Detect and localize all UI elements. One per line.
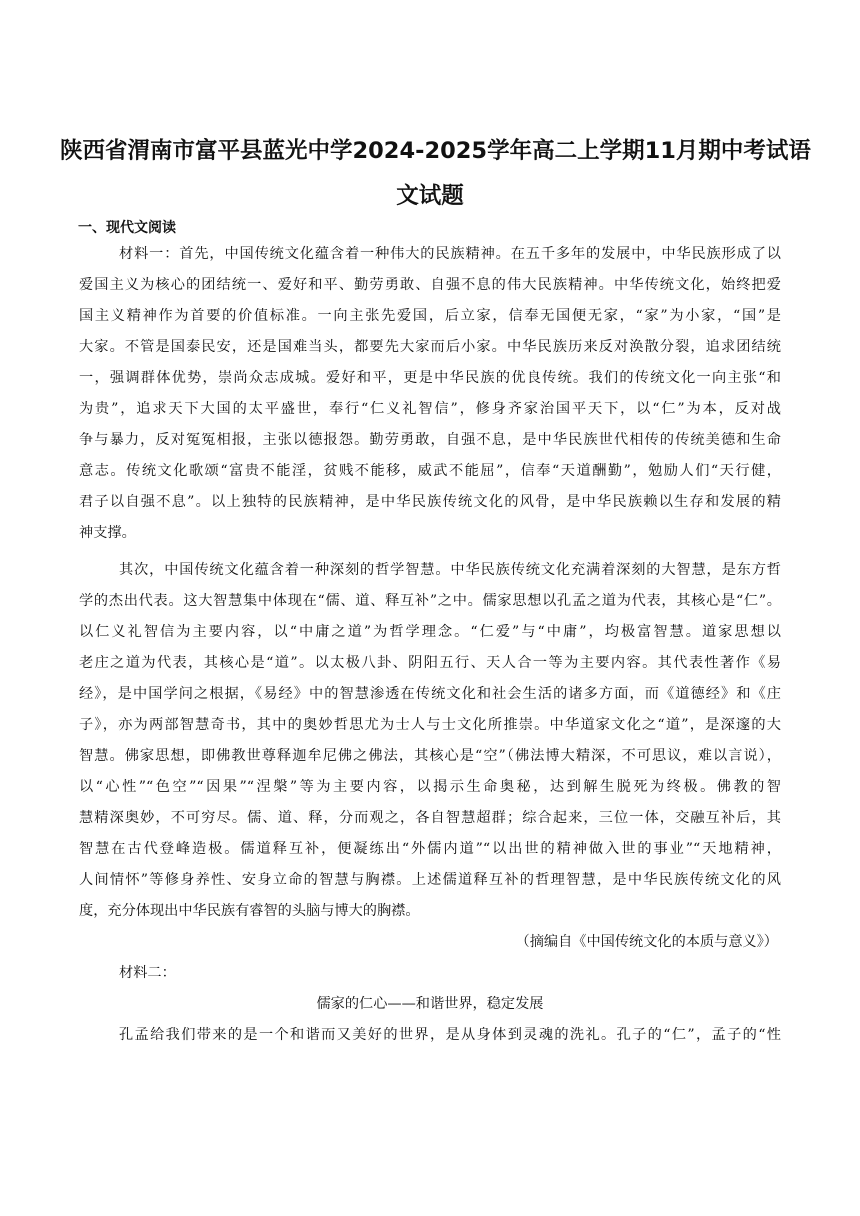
material-2-subtitle: 儒家的仁心——和谐世界，稳定发展 bbox=[316, 996, 544, 1012]
document-title-line-2: 文试题 bbox=[396, 183, 464, 209]
paragraph-line: 意志。传统文化歌颂“富贵不能淫，贫贱不能移，威武不能屈”，信奉“天道酬勤”，勉励人们“天行健， bbox=[79, 463, 781, 479]
paragraph-line: 神支撑。 bbox=[79, 525, 136, 541]
paragraph-line: 度，充分体现出中华民族有睿智的头脑与博大的胸襟。 bbox=[79, 903, 420, 919]
paragraph-line: 慧精深奥妙，不可穷尽。儒、道、释，分而观之，各自智慧超群；综合起来，三位一体，交融互补后，其 bbox=[79, 810, 781, 826]
paragraph-line: 子》，亦为两部智慧奇书，其中的奥妙哲思尤为士人与士文化所推崇。中华道家文化之“道”，是深邃的大 bbox=[79, 717, 781, 733]
paragraph-line: 智慧。佛家思想，即佛教世尊释迦牟尼佛之佛法，其核心是“空”（佛法博大精深，不可思议，难以言说）， bbox=[79, 748, 781, 764]
paragraph-line: 老庄之道为代表，其核心是“道”。以太极八卦、阴阳五行、天人合一等为主要内容。其代表性著作《易 bbox=[79, 655, 781, 671]
paragraph-line: 大家。不管是国泰民安，还是国难当头，都要先大家而后小家。中华民族历来反对涣散分裂，追求团结统 bbox=[79, 339, 781, 355]
paragraph-line: 国主义精神作为首要的价值标准。一向主张先爱国，后立家，信奉无国便无家，“家”为小家，“国”是 bbox=[79, 308, 781, 324]
paragraph-line: 以“心性”“色空”“因果”“涅槃”等为主要内容，以揭示生命奥秘，达到解生脱死为终极。佛教的智 bbox=[79, 779, 781, 795]
paragraph-line: 争与暴力，反对冤冤相报，主张以德报怨。勤劳勇敢，自强不息，是中华民族世代相传的传统美德和生命 bbox=[79, 432, 781, 448]
paragraph-line: 学的杰出代表。这大智慧集中体现在“儒、道、释互补”之中。儒家思想以孔孟之道为代表，其核心是“仁”。 bbox=[79, 593, 781, 609]
section-heading: 一、现代文阅读 bbox=[78, 220, 176, 236]
paragraph-line: 孔孟给我们带来的是一个和谐而又美好的世界，是从身体到灵魂的洗礼。孔子的“仁”，孟子的“性 bbox=[119, 1027, 781, 1043]
paragraph-line: 爱国主义为核心的团结统一、爱好和平、勤劳勇敢、自强不息的伟大民族精神。中华传统文化，始终把爱 bbox=[79, 277, 781, 293]
document-title-line-1: 陕西省渭南市富平县蓝光中学2024-2025学年高二上学期11月期中考试语 bbox=[60, 138, 811, 164]
paragraph-line: 一，强调群体优势，崇尚众志成城。爱好和平，更是中华民族的优良传统。我们的传统文化一向主张“和 bbox=[79, 370, 781, 386]
paragraph-line: 智慧在古代登峰造极。儒道释互补，便凝练出“外儒内道”“以出世的精神做入世的事业”“天地精神， bbox=[79, 841, 781, 857]
paragraph-line: 材料一：首先，中国传统文化蕴含着一种伟大的民族精神。在五千多年的发展中，中华民族形成了以 bbox=[119, 246, 781, 262]
paragraph-line: 君子以自强不息”。以上独特的民族精神，是中华民族传统文化的风骨，是中华民族赖以生存和发展的精 bbox=[79, 494, 781, 510]
material-2-label: 材料二： bbox=[119, 965, 176, 981]
source-citation: （摘编自《中国传统文化的本质与意义》） bbox=[515, 934, 778, 950]
paragraph-line: 人间情怀”等修身养性、安身立命的智慧与胸襟。上述儒道释互补的哲理智慧，是中华民族传统文化的风 bbox=[79, 872, 781, 888]
paragraph-line: 其次，中国传统文化蕴含着一种深刻的哲学智慧。中华民族传统文化充满着深刻的大智慧，是东方哲 bbox=[119, 562, 781, 578]
paragraph-line: 经》，是中国学问之根据，《易经》中的智慧渗透在传统文化和社会生活的诸多方面，而《道德经》和《庄 bbox=[79, 686, 781, 702]
paragraph-line: 为贵”，追求天下大国的太平盛世，奉行“仁义礼智信”，修身齐家治国平天下，以“仁”为本，反对战 bbox=[79, 401, 781, 417]
paragraph-line: 以仁义礼智信为主要内容，以“中庸之道”为哲学理念。“仁爱”与“中庸”，均极富智慧。道家思想以 bbox=[79, 624, 781, 640]
